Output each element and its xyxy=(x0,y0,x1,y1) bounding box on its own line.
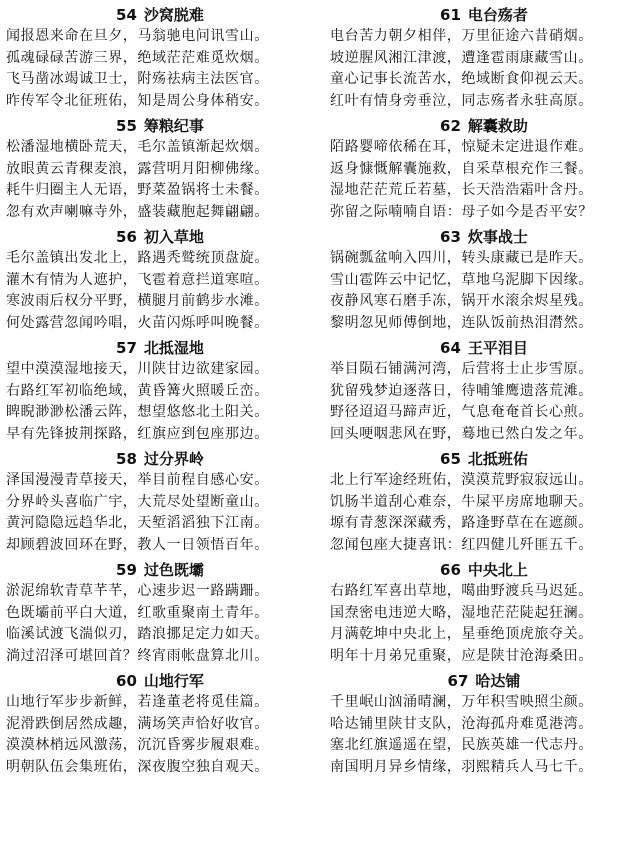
poem-number: 59 xyxy=(116,561,137,579)
poem-number: 63 xyxy=(440,228,461,246)
poem-title xyxy=(6,448,314,470)
poem-line: 望中漠漠湿地接天，川陕甘边欲建家园。 xyxy=(6,361,269,377)
poem-title-text: 过分界岭 xyxy=(143,450,204,468)
poem-number: 61 xyxy=(440,6,461,24)
poem-number: 62 xyxy=(440,117,461,135)
poem-line: 野径迢迢马蹄声近，气息奄奄首长心煎。 xyxy=(330,404,593,420)
poem-line: 毛尔盖镇出发北上，路遇秃鹫统顶盘旋。 xyxy=(6,250,269,266)
poem-line: 电台苦力朝夕相伴，万里征途六昔硝烟。 xyxy=(330,28,593,44)
poem-line: 湿地茫茫荒丘若墓，长天浩浩霜叶含丹。 xyxy=(330,182,593,198)
poem-block xyxy=(6,559,314,667)
poem-block xyxy=(330,115,638,223)
poem-line: 山地行军步步新鲜，若逢董老将觅佳篇。 xyxy=(6,694,269,710)
poem-line: 锅碗瓢盆响入四川，转头康藏已是昨天。 xyxy=(330,250,593,266)
poem-line: 明年十月弟兄重聚，应是陕甘沧海桑田。 xyxy=(330,647,593,664)
poem-line: 松潘湿地横卧荒天，毛尔盖镇渐起炊烟。 xyxy=(6,139,269,155)
poem-number: 66 xyxy=(440,561,461,579)
poem-line: 孤魂碌碌苦游三界，绝域茫茫难觅炊烟。 xyxy=(6,49,269,66)
poem-line: 右路红军喜出草地，噶曲野渡兵马迟延。 xyxy=(330,583,593,599)
poem-title xyxy=(330,337,638,359)
left-column xyxy=(6,4,314,778)
poem-line: 黎明忽见师傅倒地，连队饭前热泪潸然。 xyxy=(330,314,593,331)
poem-line: 明朝队伍会集班佑，深夜腹空独自观天。 xyxy=(6,758,269,775)
poem-block xyxy=(6,115,314,223)
poem-title xyxy=(6,559,314,581)
poem-block xyxy=(6,226,314,334)
poem-line: 雪山雹阵云中记忆，草地乌泥脚下因缘。 xyxy=(330,271,593,288)
poem-title xyxy=(6,4,314,26)
poem-line: 夜静风寒石磨手冻，锅开水滚余烬星残。 xyxy=(330,293,593,309)
poem-title-text: 山地行军 xyxy=(143,672,204,690)
poem-line: 睥睨渺渺松潘云阵，想望悠悠北土阳关。 xyxy=(6,404,269,420)
poem-line: 淌过沼泽可堪回首？终宵雨帐盘算北川。 xyxy=(6,647,269,664)
poem-title-text: 中央北上 xyxy=(467,561,528,579)
poem-number: 64 xyxy=(440,339,461,357)
poem-line: 右路红军初临绝域，黄昏篝火照暖丘峦。 xyxy=(6,382,269,399)
poem-line: 塬有青葱深深藏秀，路逢野草在在遮颜。 xyxy=(330,515,593,531)
right-column xyxy=(330,4,638,778)
poem-line: 早有先锋披荆探路，红旗应到包座那边。 xyxy=(6,425,269,442)
poem-number: 54 xyxy=(116,6,137,24)
poem-line: 昨传军令北征班佑，知是周公身体稍安。 xyxy=(6,92,269,109)
poem-line: 陌路婴啼依稀在耳，惊疑未定进退作难。 xyxy=(330,139,593,155)
poem-line: 坡逆腥风湘江津渡，遭逢雹雨康藏雪山。 xyxy=(330,49,593,66)
poem-block xyxy=(330,670,638,778)
poem-number: 57 xyxy=(116,339,137,357)
poem-line: 千里岷山汹涌晴澜，万年积雪映照尘颜。 xyxy=(330,694,593,710)
poem-line: 饥肠半道刮心难奈，牛屎平房席地聊天。 xyxy=(330,493,593,510)
poem-line: 红叶有情身旁垂泣，同志殇者永驻高原。 xyxy=(330,92,593,109)
poem-block xyxy=(6,448,314,556)
poem-line: 寒波雨后权分平野，横腿月前鹤步水滩。 xyxy=(6,293,269,309)
poem-line: 却顾碧波回环在野，教人一日领悟百年。 xyxy=(6,536,269,553)
poem-number: 55 xyxy=(116,117,137,135)
poem-block xyxy=(330,337,638,445)
poem-title xyxy=(6,670,314,692)
poem-block xyxy=(6,4,314,112)
poem-line: 回头哽咽悲风在野，蓦地已然白发之年。 xyxy=(330,425,593,442)
poem-line: 童心记事长流苦水，绝域断食仰视云天。 xyxy=(330,71,593,87)
poem-title-text: 筹粮纪事 xyxy=(143,117,204,135)
poem-block xyxy=(330,226,638,334)
poem-number: 60 xyxy=(116,672,137,690)
poem-title xyxy=(6,337,314,359)
poem-line: 黄河隐隐远趋华北，天堑滔滔独下江南。 xyxy=(6,515,269,531)
poem-title-text: 北抵湿地 xyxy=(143,339,204,357)
poem-line: 临溪试渡飞湍似刃，踏浪挪足定力如天。 xyxy=(6,626,269,642)
poem-line: 犹留残梦迫逐落日，待哺雏鹰遗落荒滩。 xyxy=(330,382,593,399)
poem-title xyxy=(330,559,638,581)
poem-number: 65 xyxy=(440,450,461,468)
poem-line: 国焘密电违逆大略，湿地茫茫陡起狂澜。 xyxy=(330,604,593,621)
poem-title-text: 过色既壩 xyxy=(143,561,204,579)
poem-line: 何处露营忽闻吟唱，火苗闪烁呼叫晚餐。 xyxy=(6,314,269,331)
poem-title-text: 炊事战士 xyxy=(467,228,528,246)
poem-number: 67 xyxy=(447,672,469,690)
poem-line: 月满乾坤中央北上，星垂绝顶虎旅夺关。 xyxy=(330,626,593,642)
poem-title-text: 初入草地 xyxy=(143,228,204,246)
poem-block xyxy=(6,337,314,445)
poem-line: 忽闻包座大捷喜讯：红四健儿歼匪五千。 xyxy=(330,536,593,553)
poem-title xyxy=(6,115,314,137)
poem-line: 灌木有情为人遮护，飞雹着意拦道寒喧。 xyxy=(6,271,269,288)
poem-line: 放眼黄云青稞麦浪，露营明月阳柳佛缘。 xyxy=(6,160,269,177)
poem-title-text: 解囊救助 xyxy=(467,117,528,135)
poem-line: 飞马凿冰竭诚卫士，附殇祛病主法医官。 xyxy=(6,71,269,87)
poem-block xyxy=(6,670,314,778)
poem-line: 分界岭头喜临广宇，大荒尽处望断童山。 xyxy=(6,493,269,510)
poem-line: 漠漠林梢远风激荡，沉沉昏雾步履艰难。 xyxy=(6,737,269,753)
poem-title xyxy=(330,670,638,692)
poem-title-text: 电台殇者 xyxy=(467,6,528,24)
poem-line: 色既壩前平白大道，红歌重聚南土青年。 xyxy=(6,604,269,621)
poem-line: 北上行军途经班佑，漠漠荒野寂寂远山。 xyxy=(330,472,593,488)
poem-line: 举目陨石铺满河湾，后营将士止步雪原。 xyxy=(330,361,593,377)
poem-title xyxy=(330,448,638,470)
poem-title-text: 王平泪目 xyxy=(467,339,528,357)
poem-title xyxy=(330,4,638,26)
poem-title-text: 北抵班佑 xyxy=(467,450,528,468)
poem-title xyxy=(330,226,638,248)
poem-block xyxy=(330,4,638,112)
poem-title-text: 沙窝脱难 xyxy=(143,6,204,24)
poem-line: 淤泥绵软青草芊芊，心速步迟一路蹒跚。 xyxy=(6,583,269,599)
poem-number: 56 xyxy=(116,228,137,246)
poem-line: 哈达铺里陕甘支队，沧海孤舟难觅港湾。 xyxy=(330,715,593,732)
poem-line: 耗牛归圈主人无语，野菜盈锅将士未餐。 xyxy=(6,182,269,198)
poem-line: 弥留之际喃喃自语：母子如今是否平安？ xyxy=(330,203,593,220)
poem-line: 泽国漫漫青草接天，举目前程自感心安。 xyxy=(6,472,269,488)
poem-block xyxy=(330,448,638,556)
poem-line: 塞北红旗遥遥在望，民族英雄一代志丹。 xyxy=(330,737,593,753)
poem-title xyxy=(330,115,638,137)
poem-block xyxy=(330,559,638,667)
poem-line: 泥滑跌倒居然成趣，满场笑声恰好收官。 xyxy=(6,715,269,732)
poem-title xyxy=(6,226,314,248)
poem-title-text: 哈达铺 xyxy=(475,672,521,690)
poem-line: 忽有欢声喇嘛寺外，盛装藏胞起舞翩翩。 xyxy=(6,203,269,220)
poem-number: 58 xyxy=(116,450,137,468)
poem-line: 闻报恩来命在旦夕，马翁驰电问讯雪山。 xyxy=(6,28,269,44)
poem-line: 南国明月异乡情缘，羽熙精兵人马七千。 xyxy=(330,758,593,775)
poem-line: 返身慷慨解囊施救，自采草根充作三餐。 xyxy=(330,160,593,177)
